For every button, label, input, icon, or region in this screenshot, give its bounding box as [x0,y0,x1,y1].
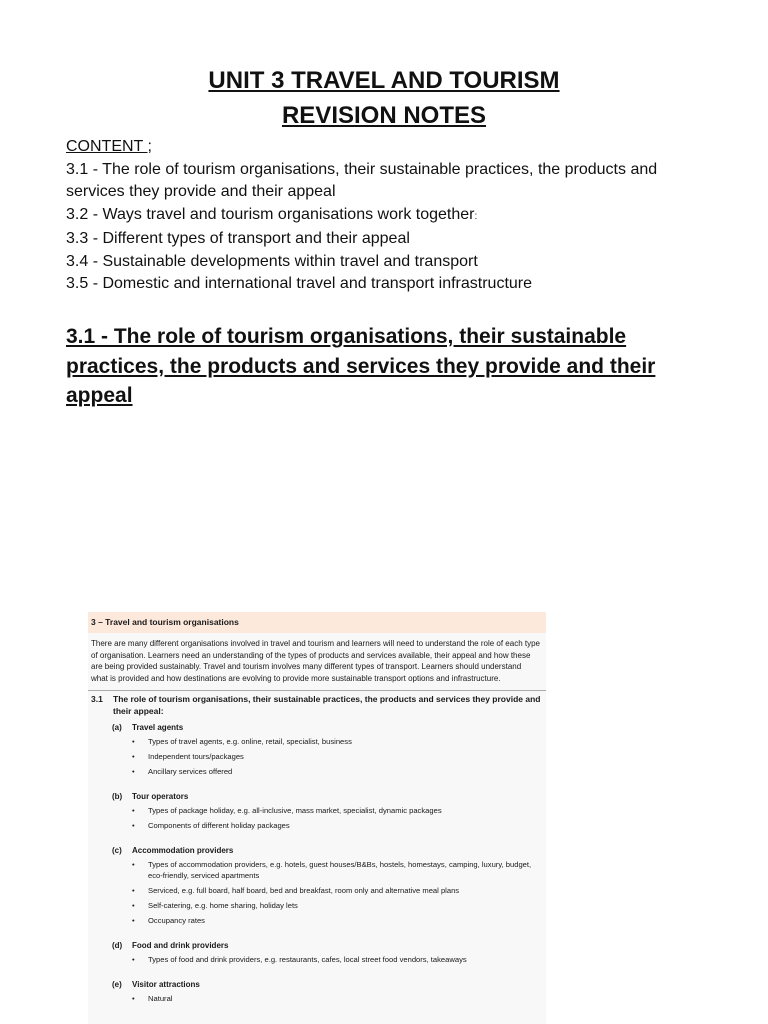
excerpt-bullet-item [132,993,546,1004]
content-list [66,136,706,296]
excerpt-subsection-letter: (b) [112,791,123,801]
excerpt-section-number: 3.1 [91,694,103,705]
content-item-3-2-text: 3.2 - Ways travel and tourism organisations work together [66,205,475,223]
excerpt-bullet-text: Types of accommodation providers, e.g. hotels, guest houses/B&Bs, hostels, homestays, camping, luxury, budget, eco-friendly, serviced apartments [148,859,532,880]
content-item-3-5: 3.5 - Domestic and international travel and transport infrastructure [66,275,533,292]
excerpt-subsection [88,940,546,965]
excerpt-subsection-letter: (e) [112,979,122,989]
bullet-icon: • [132,885,135,895]
excerpt-bullet-text: Natural [148,993,173,1003]
excerpt-subsection-heading [112,979,546,991]
specification-excerpt-image [88,612,546,1024]
excerpt-bullet-text: Types of package holiday, e.g. all-inclusive, mass market, specialist, dynamic packages [148,805,442,815]
excerpt-header: 3 – Travel and tourism organisations [88,612,546,633]
excerpt-subsection-title: Accommodation providers [132,845,234,855]
excerpt-subsection [88,845,546,926]
excerpt-bullet-item [132,820,546,831]
excerpt-bullet-text: Ancillary services offered [148,766,233,776]
content-item-3-2-colon: : [474,210,478,222]
excerpt-bullet-list [132,736,546,777]
bullet-icon: • [132,820,135,830]
excerpt-subsection-heading [112,940,546,952]
bullet-icon: • [132,736,135,746]
excerpt-subsection [88,722,546,777]
content-item-3-2 [66,204,706,229]
bullet-icon: • [132,900,135,910]
bullet-icon: • [132,915,135,925]
excerpt-subsection-title: Tour operators [132,791,189,801]
excerpt-section-title [88,694,546,718]
excerpt-bullet-text: Independent tours/packages [148,751,244,761]
bullet-icon: • [132,751,135,761]
content-item-3-4: 3.4 - Sustainable developments within travel and transport [66,252,478,270]
excerpt-section-text: The role of tourism organisations, their sustainable practices, the products and services they provide and their appeal: [113,694,541,717]
excerpt-bullet-list [132,993,546,1004]
excerpt-bullet-text: Types of travel agents, e.g. online, retail, specialist, business [148,736,352,746]
excerpt-subsection [88,791,546,831]
excerpt-subsection-letter: (c) [112,845,122,855]
excerpt-bullet-text: Serviced, e.g. full board, half board, bed and breakfast, room only and alternative meal plans [148,885,460,895]
excerpt-bullet-item [132,900,546,911]
excerpt-bullet-item [132,751,546,762]
excerpt-subsection-title: Travel agents [132,722,184,732]
excerpt-subsection-letter: (a) [112,722,122,732]
bullet-icon: • [132,766,135,776]
excerpt-bullet-list [132,954,546,965]
bullet-icon: • [132,805,135,815]
excerpt-bullet-text: Occupancy rates [148,915,205,925]
excerpt-subsection [88,979,546,1004]
excerpt-bullet-list [132,859,546,926]
excerpt-bullet-item [132,915,546,926]
excerpt-subsection-letter: (d) [112,940,123,950]
excerpt-subsection-heading [112,845,546,857]
excerpt-subsection-heading [112,791,546,803]
excerpt-subsections [88,722,546,1004]
excerpt-bullet-item [132,805,546,816]
excerpt-subsection-heading [112,722,546,734]
section-3-1-heading: 3.1 - The role of tourism organisations, their sustainable practices, the products and services they provide and their appeal [66,325,656,407]
excerpt-bullet-item [132,954,546,965]
excerpt-bullet-item [132,766,546,777]
excerpt-subsection-title: Visitor attractions [132,979,200,989]
bullet-icon: • [132,954,135,964]
excerpt-bullet-text: Components of different holiday packages [148,820,290,830]
excerpt-subsection-title: Food and drink providers [132,940,229,950]
excerpt-bullet-text: Self-catering, e.g. home sharing, holiday lets [148,900,298,910]
excerpt-intro: There are many different organisations involved in travel and tourism and learners will need to understand the role of each type of organisation. Learners need an understanding of the types of products and services available, their appeal and how these are being provided sustainably. Travel and tourism involves many different types of transport. Learners should understand what is provided and how destinations are evolving to provide more sustainable transport options and infrastructure. [91,639,540,683]
excerpt-bullet-item [132,736,546,747]
document-title-line-1: UNIT 3 TRAVEL AND TOURISM [208,67,560,94]
excerpt-bullet-item [132,859,546,881]
excerpt-bullet-text: Types of food and drink providers, e.g. restaurants, cafes, local street food vendors, takeaways [148,954,467,964]
excerpt-divider [88,690,546,691]
content-item-3-3: 3.3 - Different types of transport and their appeal [66,230,410,247]
excerpt-bullet-item [132,885,546,896]
excerpt-bullet-list [132,805,546,831]
bullet-icon: • [132,993,135,1003]
document-title-line-2: REVISION NOTES [281,102,487,129]
bullet-icon: • [132,859,135,869]
content-item-3-1: 3.1 - The role of tourism organisations, their sustainable practices, the products and services they provide and their appeal [66,160,658,200]
content-label: CONTENT ; [66,138,152,155]
